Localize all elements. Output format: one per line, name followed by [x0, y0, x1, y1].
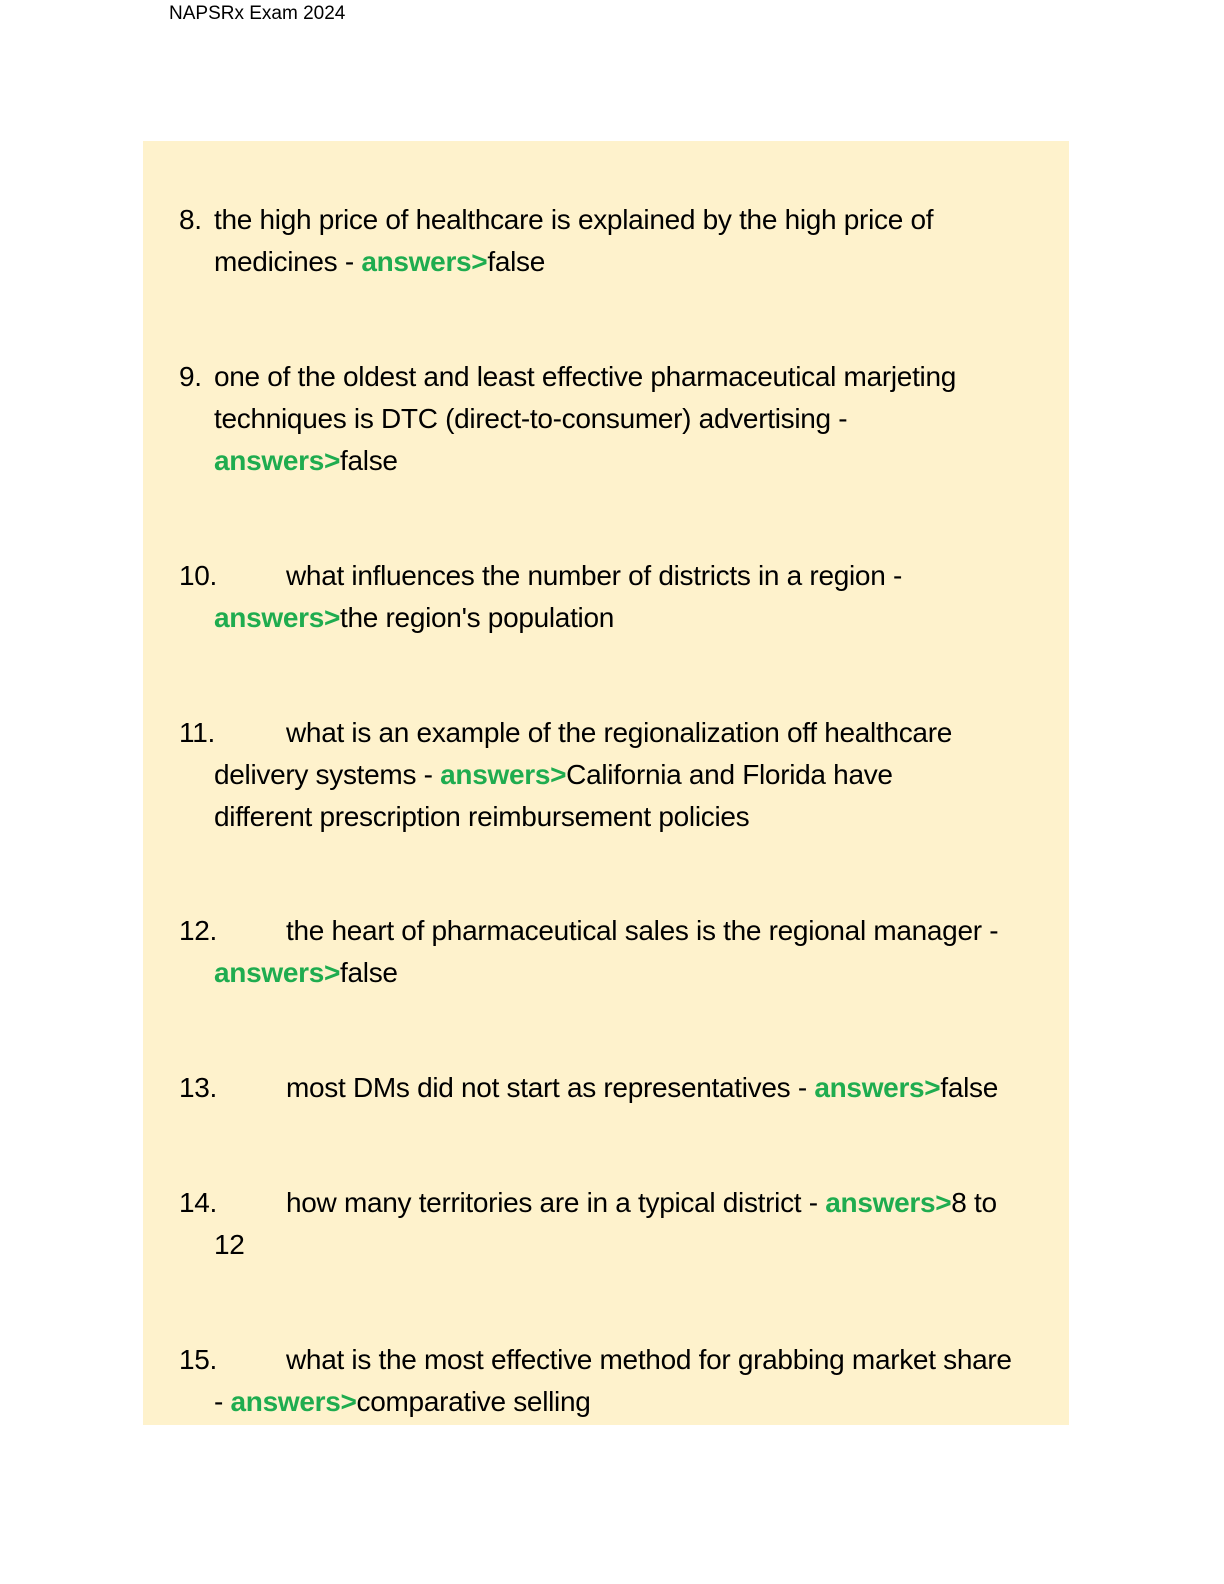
- question-text: what is an example of the regionalization off healthcare: [286, 717, 953, 748]
- question-text: what is the most effective method for grabbing market share: [286, 1344, 1012, 1375]
- question-text: -: [214, 1386, 231, 1417]
- answer-label: answers>: [814, 1072, 941, 1103]
- answer-text: comparative selling: [356, 1386, 591, 1417]
- item-number: 14.: [179, 1187, 218, 1218]
- qa-item-8: [179, 199, 1069, 283]
- qa-item-14: [179, 1182, 1069, 1266]
- answer-label: answers>: [440, 759, 567, 790]
- item-number: 11.: [179, 717, 215, 748]
- answer-label: answers>: [361, 246, 488, 277]
- qa-item-12: [179, 910, 1069, 994]
- answer-label: answers>: [214, 957, 341, 988]
- item-number: 12.: [179, 915, 218, 946]
- answer-text: 12: [214, 1229, 245, 1260]
- answer-label: answers>: [825, 1187, 952, 1218]
- question-answer-panel: [143, 141, 1069, 1425]
- answer-label: answers>: [230, 1386, 357, 1417]
- page-header-title: NAPSRx Exam 2024: [169, 3, 346, 24]
- question-text: what influences the number of districts in a region -: [286, 560, 902, 591]
- answer-text: false: [940, 1072, 999, 1103]
- item-number: 8.: [179, 204, 202, 235]
- question-text: most DMs did not start as representatives -: [286, 1072, 815, 1103]
- answer-label: answers>: [214, 445, 341, 476]
- question-text: the heart of pharmaceutical sales is the regional manager -: [286, 915, 999, 946]
- answer-text: false: [340, 957, 398, 988]
- answer-text: false: [487, 246, 546, 277]
- answer-text: the region's population: [340, 602, 615, 633]
- item-number: 13.: [179, 1072, 218, 1103]
- answer-text: California and Florida have: [566, 759, 893, 790]
- answer-text: false: [340, 445, 398, 476]
- answer-text: different prescription reimbursement policies: [214, 801, 750, 832]
- question-text: how many territories are in a typical district -: [286, 1187, 826, 1218]
- question-text: the high price of healthcare is explained by the high price of: [214, 204, 934, 235]
- qa-item-10: [179, 555, 1069, 639]
- qa-item-11: [179, 712, 1069, 838]
- qa-item-9: [179, 356, 1069, 482]
- qa-item-13: [179, 1067, 1069, 1109]
- item-number: 15.: [179, 1344, 218, 1375]
- question-text: medicines -: [214, 246, 362, 277]
- answer-label: answers>: [214, 602, 341, 633]
- question-text: techniques is DTC (direct-to-consumer) advertising -: [214, 403, 848, 434]
- answer-text: 8 to: [951, 1187, 997, 1218]
- question-text: delivery systems -: [214, 759, 441, 790]
- item-number: 10.: [179, 560, 218, 591]
- question-text: one of the oldest and least effective pharmaceutical marjeting: [214, 361, 957, 392]
- qa-item-15: [179, 1339, 1069, 1423]
- item-number: 9.: [179, 361, 202, 392]
